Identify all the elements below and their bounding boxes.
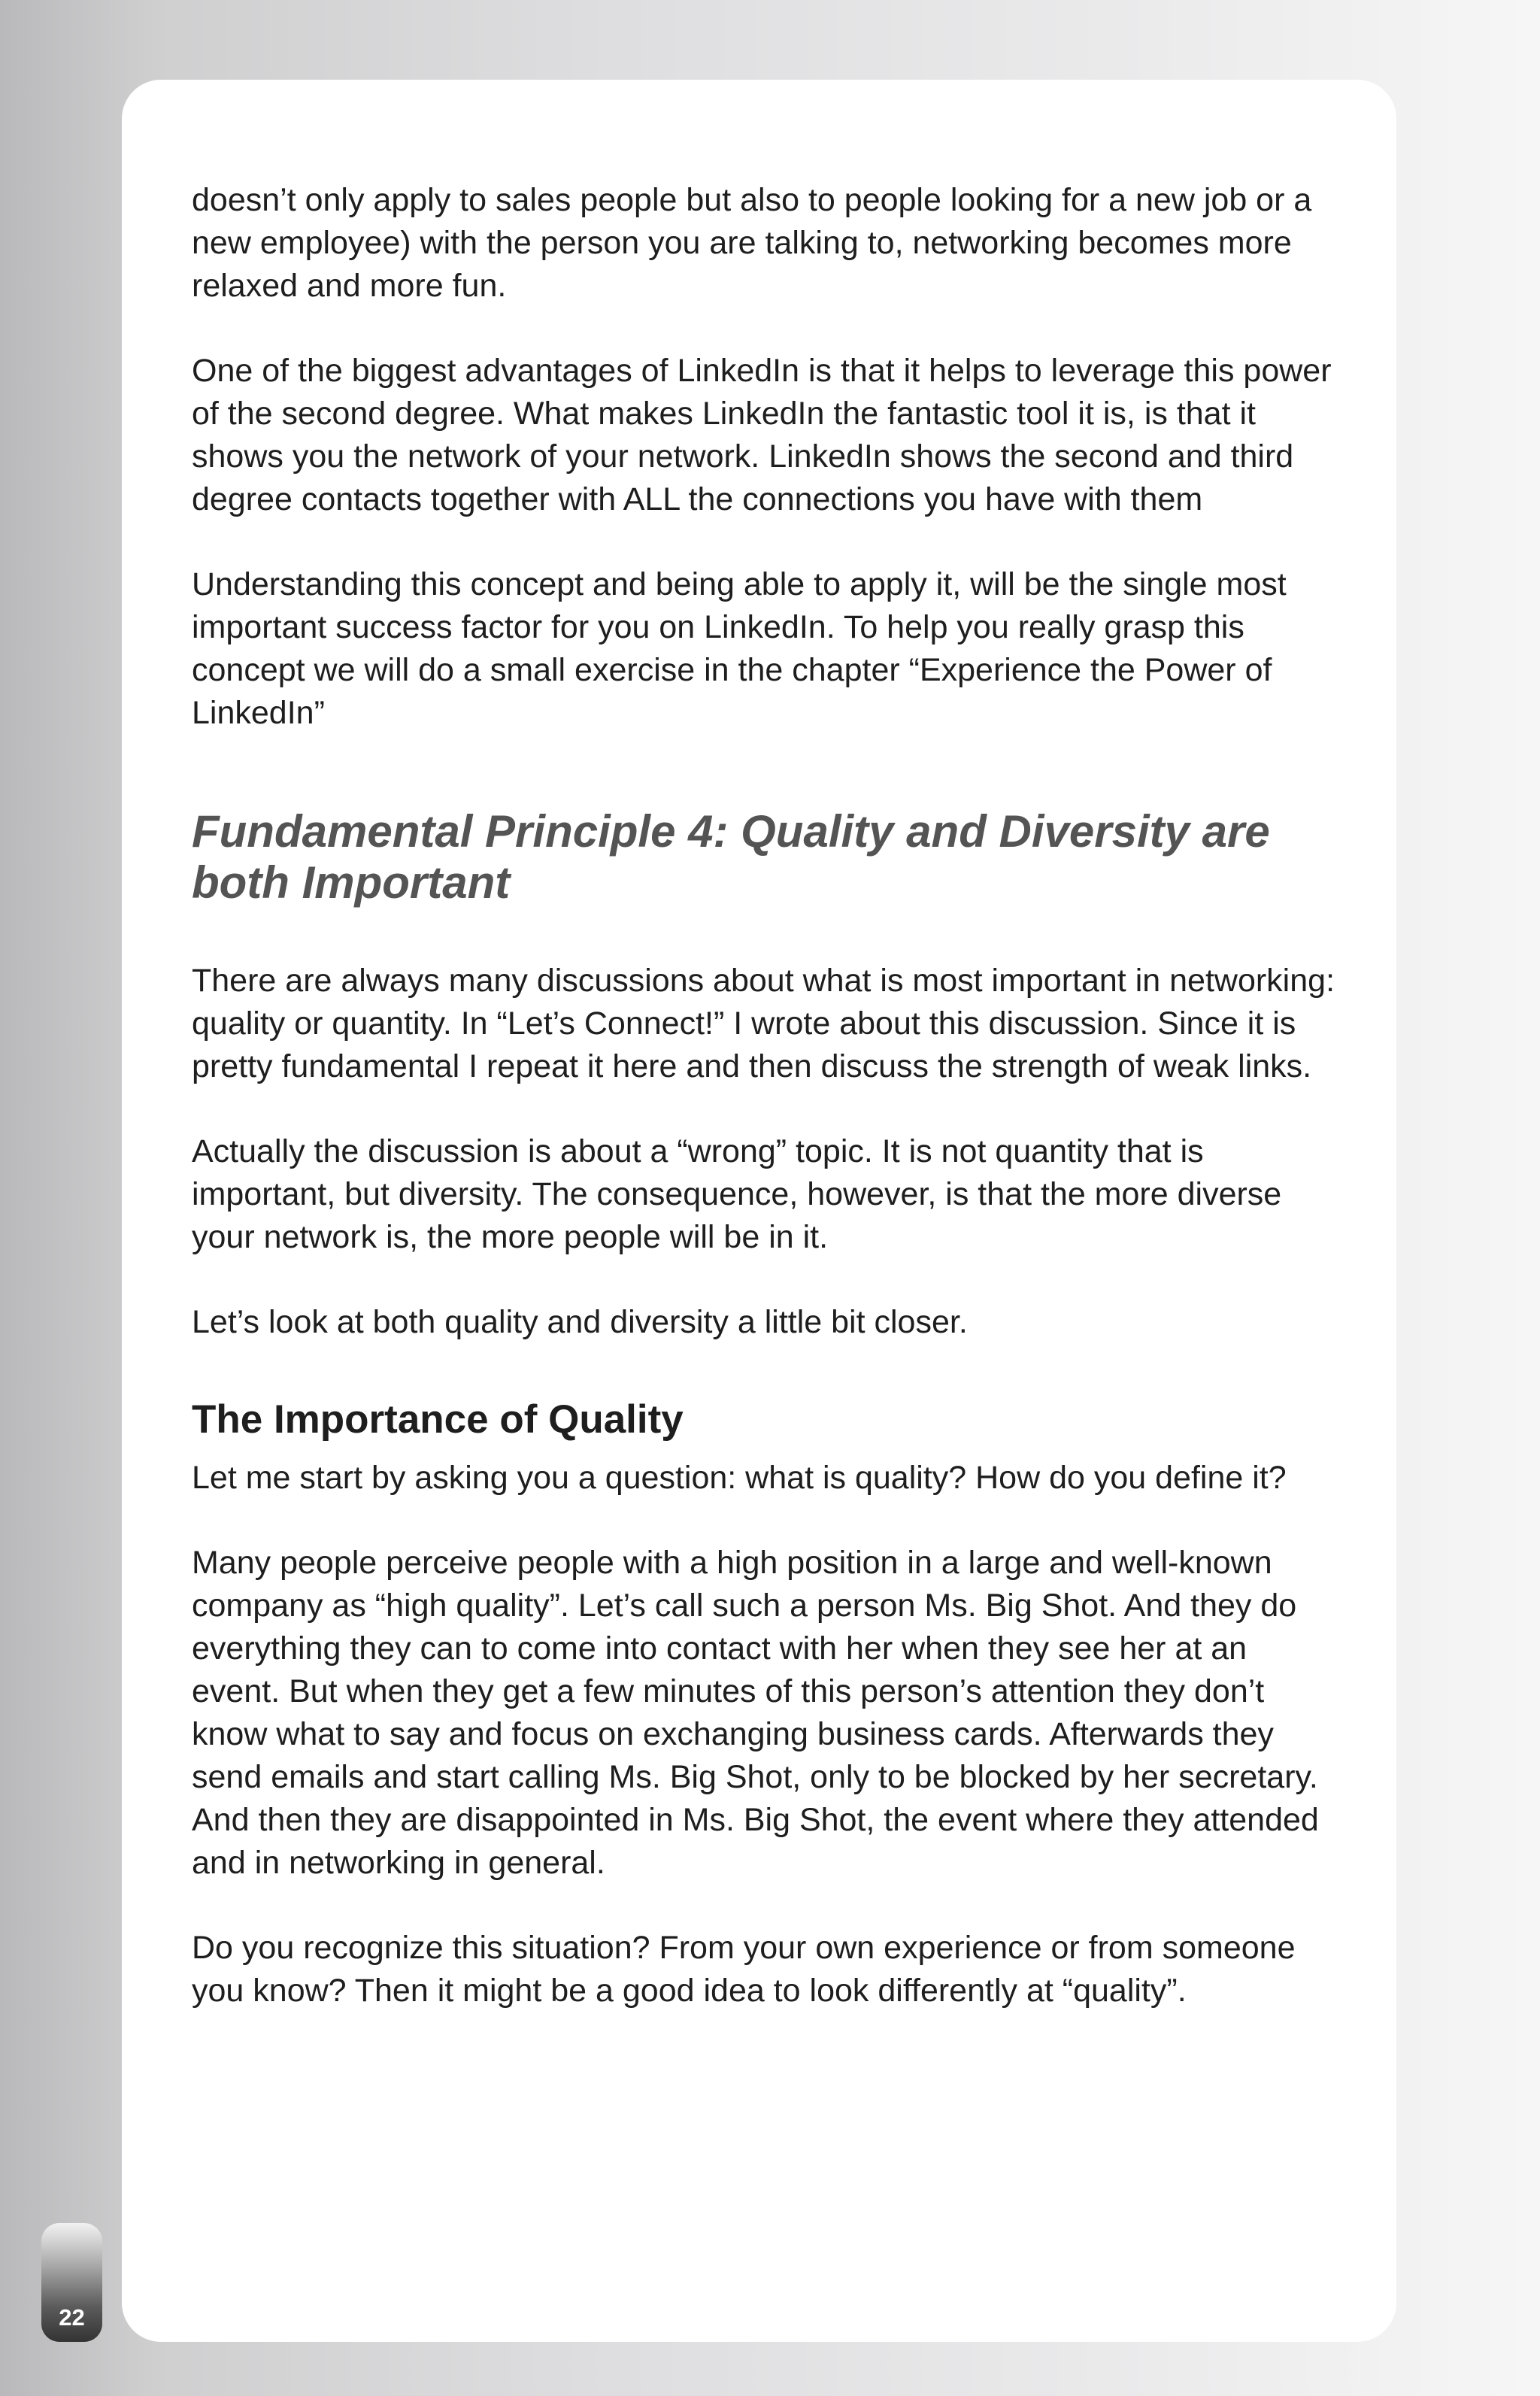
page-content xyxy=(192,179,1342,2055)
principle-heading: Fundamental Principle 4: Quality and Diversity are both Important xyxy=(192,806,1270,908)
body-paragraph: Actually the discussion is about a “wrong” topic. It is not quantity that is important, but diversity. The consequence, however, is that the more diverse your network is, the more people will be in it. xyxy=(192,1133,1282,1255)
body-paragraph: Let’s look at both quality and diversity a little bit closer. xyxy=(192,1304,968,1340)
page-card xyxy=(122,80,1396,2342)
section-heading: The Importance of Quality xyxy=(192,1397,684,1442)
body-paragraph: One of the biggest advantages of LinkedIn is that it helps to leverage this power of the second degree. What makes LinkedIn the fantastic tool it is, is that it shows you the network of your network. LinkedIn shows the second and third degree contacts together with ALL the connections you have with them xyxy=(192,353,1332,517)
body-paragraph: There are always many discussions about what is most important in networking: quality or quantity. In “Let’s Connect!” I wrote about this discussion. Since it is pretty fundamental I repeat it here and then discuss the strength of weak links. xyxy=(192,963,1335,1084)
body-paragraph: Let me start by asking you a question: what is quality? How do you define it? xyxy=(192,1460,1287,1496)
body-paragraph: doesn’t only apply to sales people but also to people looking for a new job or a new employee) with the person you are talking to, networking becomes more relaxed and more fun. xyxy=(192,182,1312,304)
body-paragraph: Understanding this concept and being able to apply it, will be the single most important success factor for you on LinkedIn. To help you really grasp this concept we will do a small exercise in the chapter “Experience the Power of LinkedIn” xyxy=(192,566,1287,731)
body-paragraph: Many people perceive people with a high position in a large and well-known company as “high quality”. Let’s call such a person Ms. Big Shot. And they do everything they can to come into contact with her when they see her at an event. But when they get a few minutes of this person’s attention they don’t know what to say and focus on exchanging business cards. Afterwards they send emails and start calling Ms. Big Shot, only to be blocked by her secretary. And then they are disappointed in Ms. Big Shot, the event where they attended and in networking in general. xyxy=(192,1545,1319,1881)
page-number-tab xyxy=(41,2223,102,2342)
page-number: 22 xyxy=(59,2304,85,2331)
body-paragraph: Do you recognize this situation? From your own experience or from someone you know? Then it might be a good idea to look differently at “quality”. xyxy=(192,1930,1296,2009)
